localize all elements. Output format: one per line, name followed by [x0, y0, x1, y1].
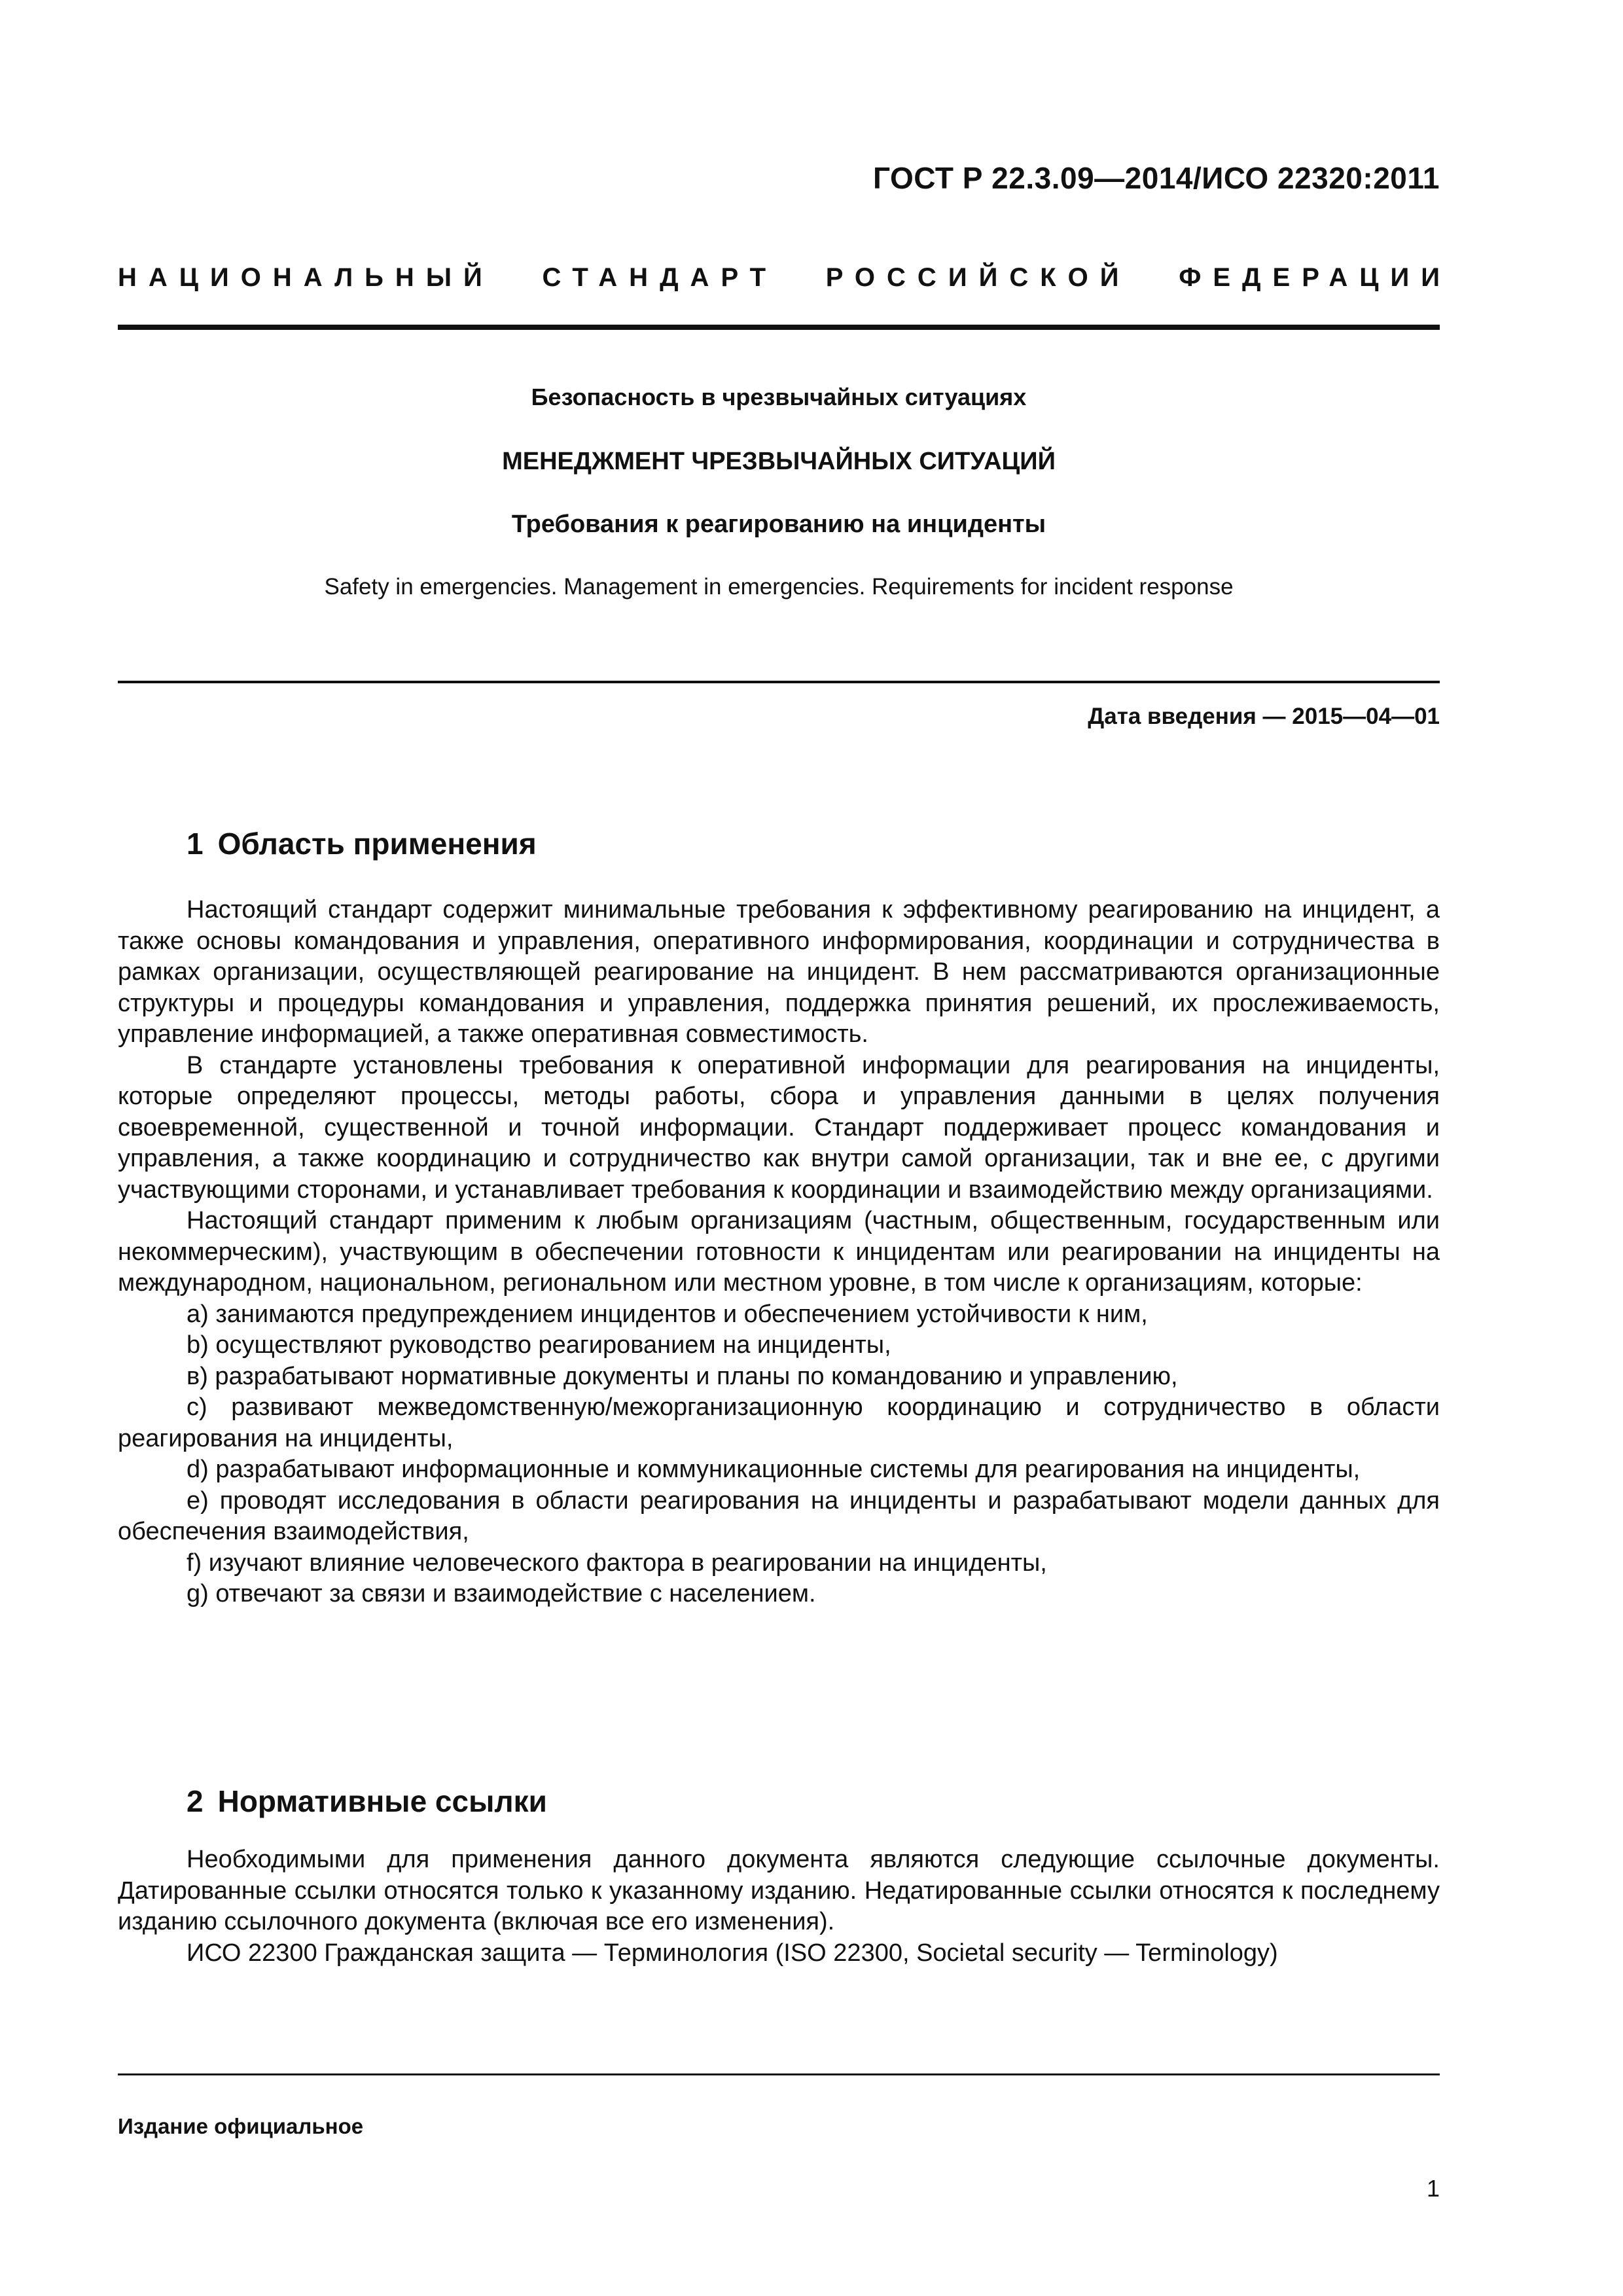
introduction-date: Дата введения — 2015—04—01 [1088, 704, 1440, 729]
english-title: Safety in emergencies. Management in emergencies. Requirements for incident response [324, 574, 1234, 600]
list-item: b) осуществляют руководство реагированием на инциденты, [187, 1331, 891, 1359]
official-edition-label: Издание официальное [118, 2114, 364, 2138]
section-number: 1 [187, 827, 204, 861]
paragraph: Настоящий стандарт применим к любым организациям (частным, общественным, государственным или некоммерческим), участвующим в обеспечении готовности к инцидентам или реагировании на инциденты на международном, национальном, региональном или местном уровне, в том числе к организациям, которые: [118, 1207, 1440, 1297]
list-item: d) разрабатывают информационные и коммуникационные системы для реагирования на инциденты, [187, 1456, 1361, 1483]
section-title: Область применения [217, 827, 537, 861]
list-item: f) изучают влияние человеческого фактора в реагировании на инциденты, [187, 1549, 1047, 1577]
section-title: Нормативные ссылки [217, 1784, 547, 1818]
banner-word: СТАНДАРТ [542, 263, 778, 292]
page-number: 1 [1426, 2175, 1440, 2202]
section-1-body [118, 895, 1440, 1610]
banner-word: НАЦИОНАЛЬНЫЙ [118, 263, 494, 292]
section-1-heading [187, 826, 537, 861]
banner-word: РОССИЙСКОЙ [825, 263, 1131, 292]
paragraph: В стандарте установлены требования к оперативной информации для реагирования на инциденты, которые определяют процессы, методы работы, сбора и управления данными в целях получения своевременной, существенной и точной информации. Стандарт поддерживает процесс командования и управления, а также координацию и сотрудничество как внутри самой организации, так и вне ее, с другими участвующими сторонами, и устанавливает требования к координации и взаимодействию между организациями. [118, 1051, 1440, 1204]
paragraph: Настоящий стандарт содержит минимальные требования к эффективному реагированию на инцидент, а также основы командования и управления, оперативного информирования, координации и сотрудничества в рамках организации, осуществляющей реагирование на инцидент. В нем рассматриваются организационные структуры и процедуры командования и управления, поддержка принятия решений, их прослеживаемость, управление информацией, а также оперативная совместимость. [118, 896, 1440, 1048]
list-item: в) разрабатывают нормативные документы и планы по командованию и управлению, [187, 1362, 1178, 1390]
document-page [118, 0, 1452, 2296]
section-number: 2 [187, 1784, 204, 1818]
section-2-heading [187, 1784, 547, 1819]
title-divider [118, 681, 1440, 683]
header-divider [118, 325, 1440, 330]
paragraph: Необходимыми для применения данного документа являются следующие ссылочные документы. Датированные ссылки относятся только к указанному изданию. Недатированные ссылки относятся к последнему изданию ссылочного документа (включая все его изменения). [118, 1846, 1440, 1935]
title-block [118, 383, 1440, 601]
title-line-1: Безопасность в чрезвычайных ситуациях [531, 384, 1027, 410]
banner-word: ФЕДЕРАЦИИ [1179, 263, 1452, 292]
list-item: g) отвечают за связи и взаимодействие с населением. [187, 1580, 816, 1607]
document-code: ГОСТ Р 22.3.09—2014/ИСО 22320:2011 [873, 161, 1440, 195]
title-line-2: МЕНЕДЖМЕНТ ЧРЕЗВЫЧАЙНЫХ СИТУАЦИЙ [502, 448, 1056, 475]
title-line-3: Требования к реагированию на инциденты [511, 511, 1046, 538]
list-item: a) занимаются предупреждением инцидентов и обеспечением устойчивости к ним, [187, 1300, 1148, 1328]
reference-item: ИСО 22300 Гражданская защита — Терминология (ISO 22300, Societal security — Terminology) [187, 1939, 1278, 1967]
section-2-body [118, 1844, 1440, 1969]
list-item: e) проводят исследования в области реагирования на инциденты и разрабатывают модели данных для обеспечения взаимодействия, [118, 1486, 1440, 1545]
list-item: c) развивают межведомственную/межорганизационную координацию и сотрудничество в области реагирования на инциденты, [118, 1393, 1440, 1452]
national-standard-banner [118, 263, 1452, 293]
footer-divider [118, 2073, 1440, 2075]
